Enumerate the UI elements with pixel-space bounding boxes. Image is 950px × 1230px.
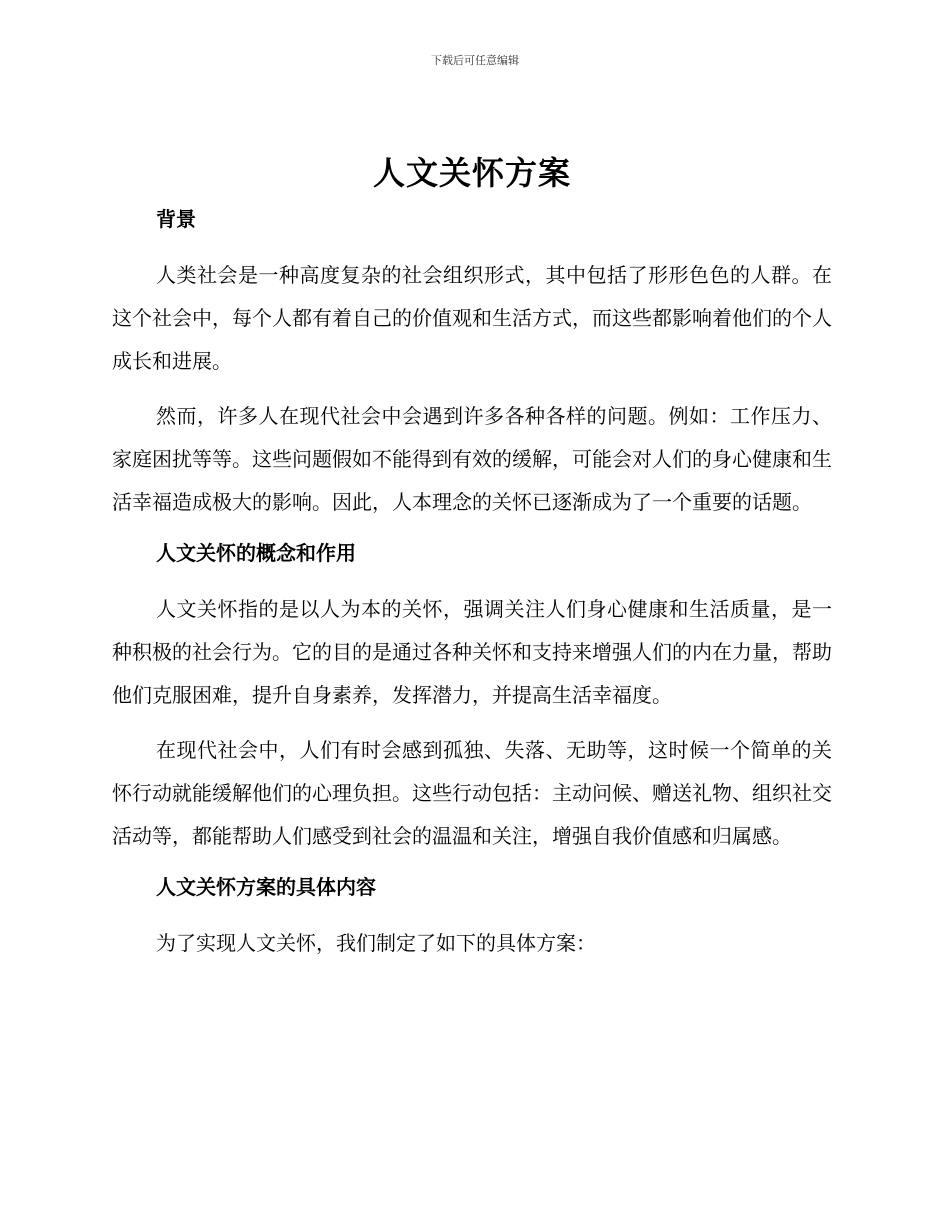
paragraph: 人类社会是一种高度复杂的社会组织形式，其中包括了形形色色的人群。在这个社会中，每个人都有着自己的价值观和生活方式，而这些都影响着他们的个人成长和进展。 — [112, 263, 832, 373]
section-heading: 人文关怀的概念和作用 — [156, 541, 356, 565]
section-heading: 背景 — [156, 207, 196, 231]
paragraph: 为了实现人文关怀，我们制定了如下的具体方案： — [156, 931, 596, 955]
section-background — [112, 204, 832, 524]
section-plan-content — [112, 872, 832, 965]
page-header-note: 下载后可任意编辑 — [431, 54, 519, 67]
section-concept-and-role — [112, 538, 832, 858]
paragraph: 人文关怀指的是以人为本的关怀，强调关注人们身心健康和生活质量，是一种积极的社会行为。它的目的是通过各种关怀和支持来增强人们的内在力量，帮助他们克服困难，提升自身素养，发挥潜力，并提高生活幸福度。 — [112, 597, 832, 707]
paragraph: 然而，许多人在现代社会中会遇到许多各种各样的问题。例如：工作压力、家庭困扰等等。这些问题假如不能得到有效的缓解，可能会对人们的身心健康和生活幸福造成极大的影响。因此，人本理念的关怀已逐渐成为了一个重要的话题。 — [112, 404, 832, 514]
section-heading: 人文关怀方案的具体内容 — [156, 875, 376, 899]
document-body — [112, 148, 832, 965]
paragraph: 在现代社会中，人们有时会感到孤独、失落、无助等，这时候一个简单的关怀行动就能缓解他们的心理负担。这些行动包括：主动问候、赠送礼物、组织社交活动等，都能帮助人们感受到社会的温温和关注，增强自我价值感和归属感。 — [112, 738, 832, 848]
document-title: 人文关怀方案 — [372, 154, 571, 192]
